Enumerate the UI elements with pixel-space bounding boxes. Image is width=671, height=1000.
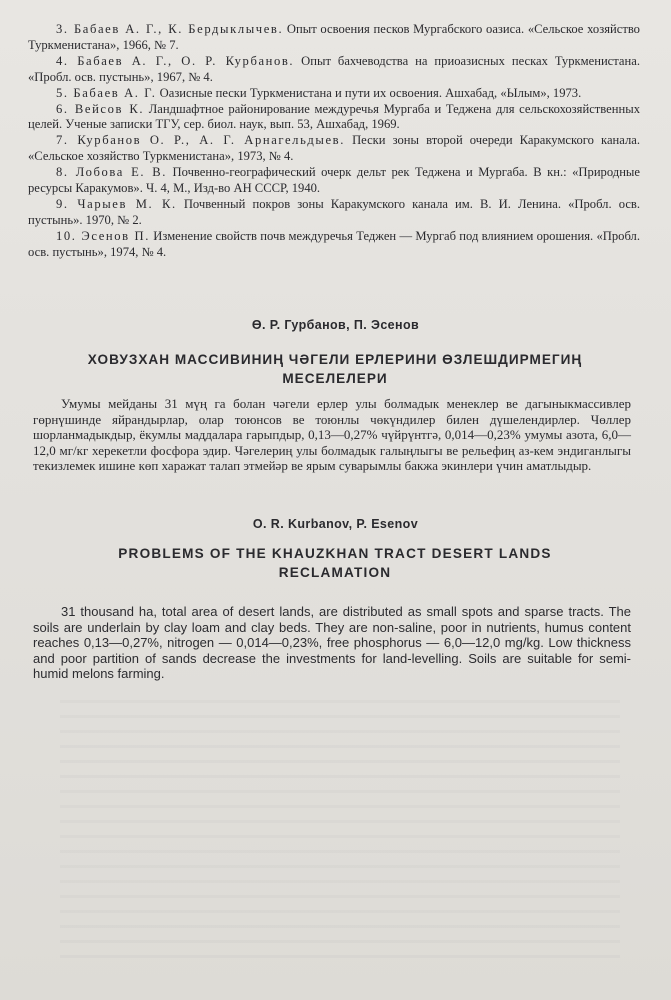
english-title-line: RECLAMATION <box>278 565 392 580</box>
reference-text: Опыт освоения песков Мургабского оазиса. «Сельское хозяйство Туркменистана», 1966, № 7. <box>28 22 640 52</box>
reference-author: 3. Бабаев А. Г., К. Бердыклычев. <box>56 22 284 36</box>
reference-text: Почвенный покров зоны Каракумского канала им. В. И. Ленина. «Пробл. осв. пустынь». 1970, № 2. <box>28 196 641 227</box>
reference-author: 10. Эсенов П. <box>56 228 151 243</box>
reference-text: Пески зоны второй очереди Каракумского канала. «Сельское хозяйство Туркменистана», 1973, № 4. <box>28 133 640 164</box>
reference-text: Опыт бахчеводства на приоазисных песках Туркменистана. «Пробл. осв. пустынь», 1967, № 4. <box>28 53 640 84</box>
reference-item <box>28 86 640 102</box>
reference-author: 4. Бабаев А. Г., О. Р. Курбанов. <box>56 53 295 68</box>
turkmen-title-line: МЕСЕЛЕЛЕРИ <box>282 371 388 386</box>
reference-text: Изменение свойств почв междуречья Теджен — Мургаб под влиянием орошения. «Пробл. осв. пустынь», 1974, № 4. <box>28 228 640 259</box>
reference-author: 5. Бабаев А. Г. <box>56 85 157 100</box>
reference-text: Оазисные пески Туркменистана и пути их освоения. Ашхабад, «Ылым», 1973. <box>156 85 582 100</box>
reference-list <box>28 22 640 261</box>
reference-author: 6. Вейсов К. <box>56 101 145 116</box>
turkmen-title <box>40 350 630 388</box>
english-abstract <box>33 604 631 682</box>
english-abstract-text: 31 thousand ha, total area of desert lands, are distributed as small spots and sparse tracts. The soils are underlain by clay loam and clay beds. They are non-saline, poor in nutrients, humus content reaches 0,13—0,27%, nitrogen — 0,014—0,23%, free phosphorus — 6,0—12,0 mg/kg. Low thickness and poor partition of sands decrease the investments for land-levelling. Soils are suitable for semi-humid melons farming. <box>33 604 631 682</box>
turkmen-abstract <box>33 396 631 474</box>
english-authors: O. R. Kurbanov, P. Esenov <box>252 517 419 531</box>
reference-author: 8. Лобова Е. В. <box>56 165 167 180</box>
english-title <box>60 544 610 582</box>
reference-item <box>28 133 640 165</box>
reference-author: 9. Чарыев М. К. <box>56 196 177 211</box>
reference-text: Ландшафтное районирование междуречья Мургаба и Теджена для сельскохозяйственных целей. Ученые записки ТГУ, сер. биол. наук, вып. 53, Ашхабад, 1969. <box>28 101 640 132</box>
turkmen-abstract-text: Умумы мейданы 31 мүң га болан чәгели ерлер улы болмадык менеклер ве дагыныкмассивлер гөрнүшинде яйрандырлар, олар тоюнсов ве тоюнлы чөкүндилер билен дүшелендирлер. Чөллер шорланмадыкдыр, ёкумлы маддалара гарыпдыр, 0,13—0,27% чүйрүнтгә, 0,014—0,23% умумы азота, 6,0—12,0 мг/кг херекетли фосфора эдир. Чәгелериң улы болмадык галыңлыгы ве рельефиң аз-кем эндиганлыгы текизлемек ишине көп харажат талап этмейәр ве ярым суварымлы бакжа экинлери үчин аматлыдыр. <box>33 396 631 474</box>
reference-author: 7. Курбанов О. Р., А. Г. Арнагельдыев. <box>56 133 345 148</box>
reference-text: Почвенно-географический очерк дельт рек Теджена и Мургаба. В кн.: «Природные ресурсы Каракумов». Ч. 4, М., Изд-во АН СССР, 1940. <box>28 165 640 196</box>
reference-item <box>28 197 640 229</box>
bleed-through-texture <box>60 700 620 960</box>
reference-item <box>28 102 640 134</box>
reference-item <box>28 54 640 86</box>
reference-item <box>28 229 640 261</box>
reference-item <box>28 165 640 197</box>
english-title-line: PROBLEMS OF THE KHAUZKHAN TRACT DESERT LANDS <box>118 546 552 561</box>
reference-item <box>28 22 640 54</box>
turkmen-title-line: ХОВУЗХАН МАССИВИНИҢ ЧӘГЕЛИ ЕРЛЕРИНИ ӨЗЛЕШДИРМЕГИҢ <box>87 352 583 367</box>
turkmen-authors: Ө. Р. Гурбанов, П. Эсенов <box>251 318 420 332</box>
